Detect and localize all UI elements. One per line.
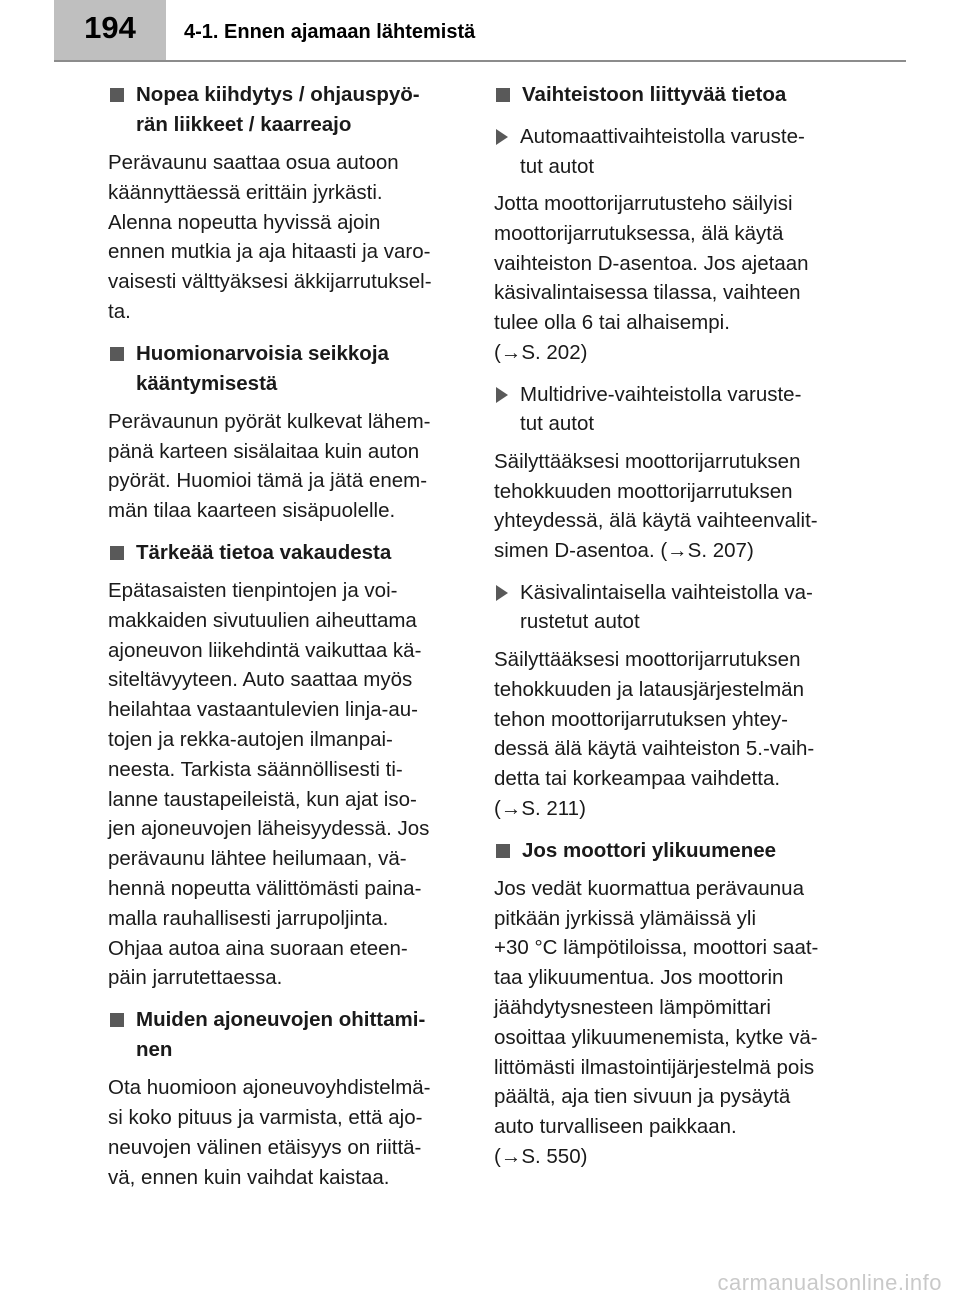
heading-stability: [108, 538, 458, 568]
page-reference: (→S. 550): [494, 1144, 588, 1168]
text-line: Ota huomioon ajoneuvoyhdistelmä-: [108, 1076, 431, 1100]
text-line: pitkään jyrkissä ylämäissä yli: [494, 906, 757, 930]
text-line: ajoneuvon liikehdintä vaikuttaa kä-: [108, 638, 422, 662]
paragraph-manual: [494, 645, 844, 824]
section-title: 4-1. Ennen ajamaan lähtemistä: [184, 21, 476, 43]
text-line: käsivalintaisessa tilassa, vaihteen: [494, 281, 801, 305]
square-bullet-icon: [110, 88, 124, 102]
paragraph-acceleration: [108, 148, 458, 327]
text-line: lanne taustapeileistä, kun ajat iso-: [108, 787, 417, 811]
text-line: makkaiden sivutuulien aiheuttama: [108, 608, 417, 632]
heading-line: Muiden ajoneuvojen ohittami-: [136, 1008, 426, 1032]
heading-line: Huomionarvoisia seikkoja: [136, 341, 389, 365]
subheading-line: Käsivalintaisella vaihteistolla va-: [520, 580, 813, 604]
text-line: neuvojen välinen etäisyys on riittä-: [108, 1135, 422, 1159]
triangle-bullet-icon: [496, 585, 508, 601]
text-line: si koko pituus ja varmista, että ajo-: [108, 1105, 423, 1129]
heading-line: Tärkeää tietoa vakaudesta: [136, 540, 392, 564]
square-bullet-icon: [496, 88, 510, 102]
subheading-automatic: [494, 122, 844, 181]
page-number: 194: [84, 10, 136, 45]
text-line: Säilyttääksesi moottorijarrutuksen: [494, 647, 801, 671]
square-bullet-icon: [496, 844, 510, 858]
text-line: jen ajoneuvojen läheisyydessä. Jos: [108, 817, 430, 841]
text-line: pänä karteen sisälaitaa kuin auton: [108, 439, 420, 463]
subheading-manual: [494, 578, 844, 637]
square-bullet-icon: [110, 347, 124, 361]
text-line: osoittaa ylikuumenemista, kytke vä-: [494, 1025, 818, 1049]
square-bullet-icon: [110, 1013, 124, 1027]
text-line: perävaunu lähtee heilumaan, vä-: [108, 847, 407, 871]
header-divider: [54, 60, 906, 62]
heading-transmission: [494, 80, 844, 110]
text-line: dessä älä käytä vaihteiston 5.-vaih-: [494, 737, 815, 761]
paragraph-overheating: [494, 874, 844, 1172]
triangle-bullet-icon: [496, 129, 508, 145]
text-line: detta tai korkeampaa vaihdetta.: [494, 767, 781, 791]
heading-turning: [108, 339, 458, 399]
text-line: hennä nopeutta välittömästi paina-: [108, 876, 422, 900]
text-line: auto turvalliseen paikkaan.: [494, 1115, 737, 1139]
square-bullet-icon: [110, 546, 124, 560]
text-line: Epätasaisten tienpintojen ja voi-: [108, 578, 398, 602]
heading-line: nen: [136, 1038, 173, 1062]
text-line: tehon moottorijarrutuksen yhtey-: [494, 707, 788, 731]
text-line: Jos vedät kuormattua perävaunua: [494, 876, 804, 900]
heading-line: Jos moottori ylikuumenee: [522, 838, 777, 862]
heading-line: Vaihteistoon liittyvää tietoa: [522, 83, 787, 106]
text-line: Perävaunu saattaa osua autoon: [108, 151, 399, 174]
text-line: Jotta moottorijarrutusteho säilyisi: [494, 192, 793, 215]
text-line: jäähdytysnesteen lämpömittari: [494, 995, 771, 1019]
page-reference: (→S. 211): [494, 796, 586, 820]
text-line: littömästi ilmastointijärjestelmä pois: [494, 1055, 815, 1079]
text-line: +30 °C lämpötiloissa, moottori saat-: [494, 936, 819, 960]
right-column: [494, 68, 844, 1172]
paragraph-automatic: [494, 189, 844, 368]
subheading-line: tut autot: [520, 154, 595, 178]
left-column: [108, 68, 458, 1192]
heading-line: rän liikkeet / kaarreajo: [136, 113, 352, 136]
watermark: carmanualsonline.info: [717, 1270, 942, 1295]
text-line: vaisesti välttyäksesi äkkijarrutuksel-: [108, 270, 432, 294]
text-line: män tilaa kaarteen sisäpuolelle.: [108, 499, 396, 523]
text-line: päältä, aja tien sivuun ja pysäytä: [494, 1085, 791, 1109]
paragraph-stability: [108, 576, 458, 993]
text-line: Alenna nopeutta hyvissä ajoin: [108, 210, 381, 234]
text-line: malla rauhallisesti jarrupoljinta.: [108, 906, 389, 930]
subheading-multidrive: [494, 380, 844, 439]
heading-overheating: [494, 836, 844, 866]
text-line: neesta. Tarkista säännöllisesti ti-: [108, 757, 403, 781]
text-line: simen D-asentoa. (→S. 207): [494, 539, 754, 563]
text-line: käännyttäessä erittäin jyrkästi.: [108, 180, 383, 204]
text-line: siteltävyyteen. Auto saattaa myös: [108, 668, 413, 692]
paragraph-multidrive: [494, 447, 844, 566]
text-line: tehokkuuden ja latausjärjestelmän: [494, 677, 804, 701]
paragraph-turning: [108, 407, 458, 526]
page-reference: (→S. 202): [494, 340, 588, 364]
text-line: Säilyttääksesi moottorijarrutuksen: [494, 449, 801, 473]
heading-overtaking: [108, 1005, 458, 1065]
text-line: Ohjaa autoa aina suoraan eteen-: [108, 936, 408, 960]
subheading-line: Multidrive-vaihteistolla varuste-: [520, 382, 802, 406]
text-line: päin jarrutettaessa.: [108, 966, 283, 990]
text-line: vä, ennen kuin vaihdat kaistaa.: [108, 1165, 390, 1189]
text-line: Perävaunun pyörät kulkevat lähem-: [108, 409, 431, 433]
text-line: ennen mutkia ja aja hitaasti ja varo-: [108, 240, 431, 264]
text-line: tulee olla 6 tai alhaisempi.: [494, 311, 730, 335]
page-header: [0, 0, 960, 74]
text-line: tojen ja rekka-autojen ilmanpai-: [108, 727, 393, 751]
text-line: heilahtaa vastaantulevien linja-au-: [108, 698, 418, 722]
heading-line: Nopea kiihdytys / ohjauspyö-: [136, 83, 420, 106]
text-line: yhteydessä, älä käytä vaihteenvalit-: [494, 509, 818, 533]
paragraph-overtaking: [108, 1073, 458, 1192]
text-line: pyörät. Huomioi tämä ja jätä enem-: [108, 469, 428, 493]
text-line: ta.: [108, 299, 131, 323]
triangle-bullet-icon: [496, 387, 508, 403]
heading-acceleration: [108, 80, 458, 140]
subheading-line: Automaattivaihteistolla varuste-: [520, 125, 805, 148]
text-line: vaihteiston D-asentoa. Jos ajetaan: [494, 251, 809, 275]
subheading-line: tut autot: [520, 412, 595, 436]
text-line: tehokkuuden moottorijarrutuksen: [494, 479, 793, 503]
subheading-line: rustetut autot: [520, 610, 640, 634]
text-line: taa ylikuumentua. Jos moottorin: [494, 966, 784, 990]
text-line: moottorijarrutuksessa, älä käytä: [494, 221, 784, 245]
heading-line: kääntymisestä: [136, 371, 278, 395]
